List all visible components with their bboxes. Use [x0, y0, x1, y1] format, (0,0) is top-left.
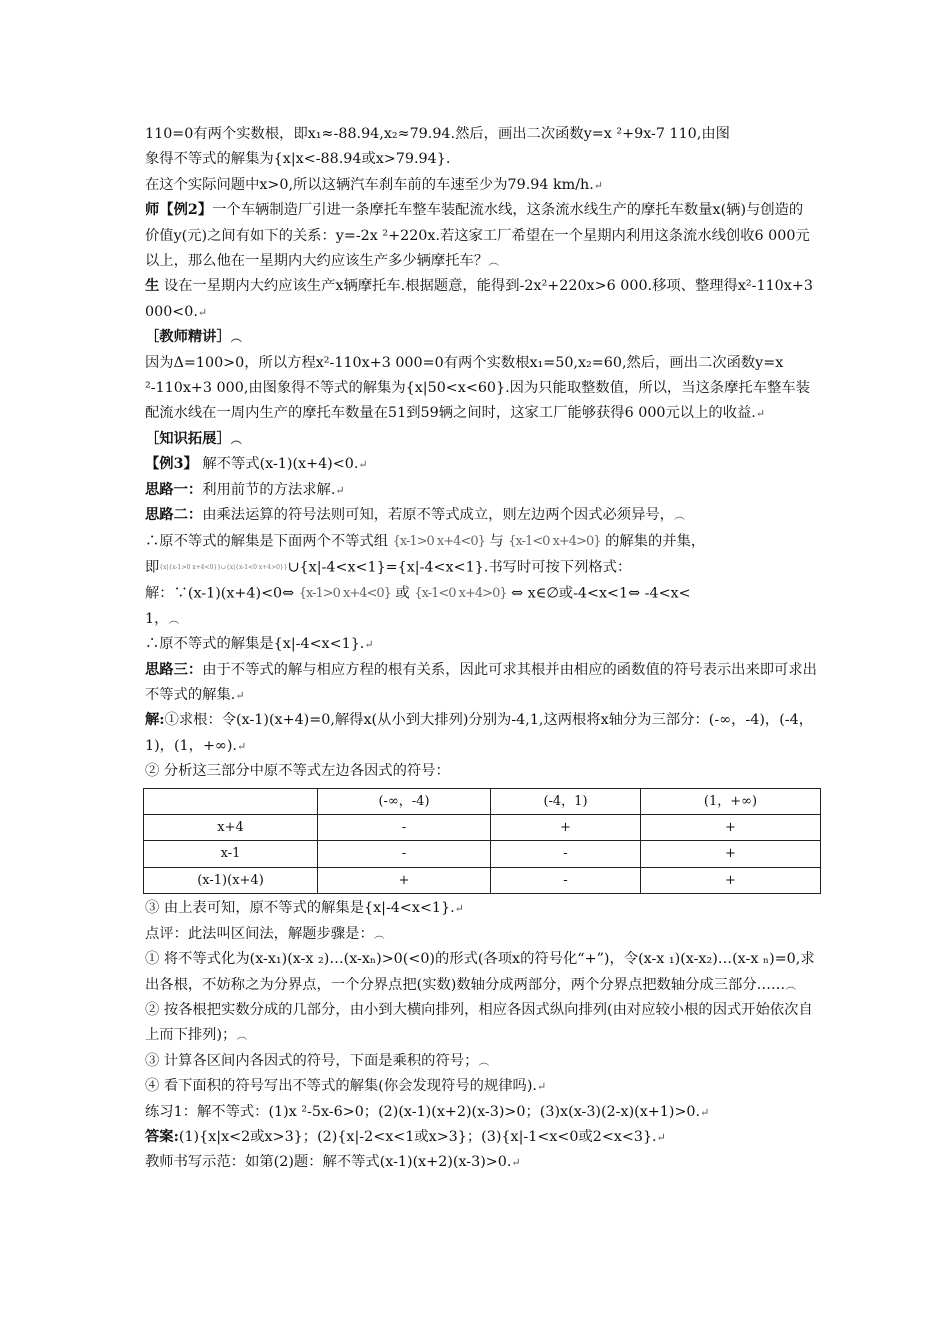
section-heading: ［教师精讲］︵ — [145, 329, 242, 346]
table-cell: + — [640, 841, 820, 867]
idea-1: 思路一：利用前节的方法求解.↵ — [145, 481, 345, 498]
text-line: 在这个实际问题中x>0,所以这辆汽车刹车前的车速至少为79.94 km/h.↵ — [145, 176, 603, 193]
table-cell: (x-1)(x+4) — [144, 867, 318, 893]
arc-mark-icon: ︵ — [168, 612, 180, 626]
table-cell: (1，+∞) — [640, 788, 820, 814]
inequality-system-glyph: {x-1<0 x+4>0} — [414, 585, 507, 601]
paragraph-mark-icon: ↵ — [236, 739, 247, 753]
student-answer: 生 设在一星期内大约应该生产x辆摩托车.根据题意，能得到-2x²+220x>6 000.移项、整理得x²-110x+3 000<0.↵ — [145, 278, 813, 320]
table-row — [144, 867, 821, 893]
inequality-system-glyph: {x-1>0 x+4<0} — [298, 585, 391, 601]
paragraph-mark-icon: ↵ — [511, 1156, 521, 1170]
table-cell: + — [318, 867, 491, 893]
arc-mark-icon: ︵ — [478, 1054, 490, 1068]
idea-2: 思路二：由乘法运算的符号法则可知，若原不等式成立，则左边两个因式必须异号，︵ — [145, 507, 685, 524]
arc-mark-icon: ︵ — [785, 978, 797, 992]
paragraph-mark-icon: ↵ — [700, 1105, 710, 1119]
paragraph-mark-icon: ↵ — [755, 407, 766, 421]
solution-1-cont: 1，︵ — [145, 610, 180, 627]
arc-mark-icon: ︵ — [673, 509, 685, 523]
inequality-system-glyph: {x-1<0 x+4>0} — [508, 533, 601, 549]
text-line: 110=0有两个实数根，即x₁≈-88.94,x₂≈79.94.然后，画出二次函数y=x ²+9x-7 110,由图 — [145, 126, 730, 142]
step-3: ③ 由上表可知，原不等式的解集是{x|-4<x<1}.↵ — [145, 900, 464, 917]
arc-mark-icon: ︵ — [373, 927, 385, 941]
sign-table — [143, 788, 821, 895]
table-cell: - — [491, 841, 641, 867]
solution-1-conclusion: ∴原不等式的解集是{x|-4<x<1}.↵ — [145, 636, 374, 653]
paragraph-mark-icon: ↵ — [364, 638, 374, 652]
arc-mark-icon: ︵ — [488, 255, 500, 269]
arc-mark-icon: ︵ — [230, 432, 242, 446]
table-cell: - — [318, 815, 491, 841]
comment-step: ④ 看下面积的符号写出不等式的解集(你会发现符号的规律吗).↵ — [145, 1078, 547, 1095]
table-cell: - — [318, 841, 491, 867]
table-cell: + — [640, 867, 820, 893]
idea-3: 思路三：由于不等式的解与相应方程的根有关系，因此可求其根并由相应的函数值的符号表示出来即可求出不等式的解集.↵ — [145, 661, 817, 704]
set-union-glyph: {x|{x-1>0 x+4<0}}∪{x|{x-1<0 x+4>0}} — [159, 563, 288, 571]
paragraph-mark-icon: ↵ — [335, 483, 345, 497]
table-row — [144, 815, 821, 841]
table-cell: x+4 — [144, 815, 318, 841]
section-heading: ［知识拓展］︵ — [145, 430, 242, 447]
teacher-explanation: 因为Δ=100>0，所以方程x²-110x+3 000=0有两个实数根x₁=50,x₂=60,然后，画出二次函数y=x ²-110x+3 000,由图象得不等式的解集为{x|50<x<60}.因为只能取整数值，所以，当这条摩托车整车装配流水线在一周内生产的摩托车数量在51到59辆之间时，这家工厂能够获得6 000元以上的收益.↵ — [145, 354, 810, 422]
paragraph-mark-icon: ↵ — [656, 1130, 666, 1144]
text-line: 象得不等式的解集为{x|x<-88.94或x>79.94}. — [145, 151, 451, 168]
table-cell: x-1 — [144, 841, 318, 867]
table-cell: + — [640, 815, 820, 841]
table-cell: (-∞，-4) — [318, 788, 491, 814]
arc-mark-icon: ︵ — [236, 1029, 248, 1043]
paragraph-mark-icon: ↵ — [536, 1080, 547, 1094]
table-row — [144, 841, 821, 867]
paragraph-mark-icon: ↵ — [454, 902, 464, 916]
comment-step: ③ 计算各区间内各因式的符号，下面是乘积的符号；︵ — [145, 1052, 490, 1069]
comment: 点评：此法叫区间法，解题步骤是：︵ — [145, 925, 385, 942]
teacher-demo: 教师书写示范：如第(2)题：解不等式(x-1)(x+2)(x-3)>0.↵ — [145, 1154, 521, 1171]
example-2: 师【例2】一个车辆制造厂引进一条摩托车整车装配流水线，这条流水线生产的摩托车数量x(辆)与创造的价值y(元)之间有如下的关系：y=-2x ²+220x.若这家工厂希望在一个星期内利用这条流水线创收6 000元以上，那么他在一星期内大约应该生产多少辆摩托车？︵ — [145, 202, 810, 270]
answer: 答案:(1){x|x<2或x>3}；(2){x|-2<x<1或x>3}；(3){x|-1<x<0或2<x<3}.↵ — [145, 1128, 666, 1145]
solution-2: 解:①求根：令(x-1)(x+4)=0,解得x(从小到大排列)分别为-4,1,这两根将x轴分为三部分：(-∞，-4)，(-4，1)，(1，+∞).↵ — [145, 712, 814, 754]
paragraph-mark-icon: ↵ — [197, 305, 208, 319]
table-cell — [144, 788, 318, 814]
inequality-system-glyph: {x-1>0 x+4<0} — [392, 533, 485, 549]
example-3: 【例3】 解不等式(x-1)(x+4)<0.↵ — [145, 456, 368, 473]
solution-1: 解：∵(x-1)(x+4)<0⇔ {x-1>0 x+4<0} 或 {x-1<0 x+4>0} ⇔ x∈∅或-4<x<1⇔ -4<x< — [145, 581, 817, 607]
table-cell: - — [491, 867, 641, 893]
paragraph-mark-icon: ↵ — [235, 689, 245, 703]
student-label: 生 — [145, 278, 160, 295]
table-header-row — [144, 788, 821, 814]
arc-mark-icon: ︵ — [230, 331, 242, 345]
practice: 练习1：解不等式：(1)x ²-5x-6>0；(2)(x-1)(x+2)(x-3)>0；(3)x(x-3)(2-x)(x+1)>0.↵ — [145, 1103, 710, 1120]
table-cell: + — [491, 815, 641, 841]
idea-2-line: ∴原不等式的解集是下面两个不等式组 {x-1>0 x+4<0} 与 {x-1<0 x+4>0} 的解集的并集， — [145, 529, 817, 555]
comment-step: ② 按各根把实数分成的几部分，由小到大横向排列，相应各因式纵向排列(由对应较小根的因式开始依次自上而下排列)；︵ — [145, 1001, 813, 1044]
paragraph-mark-icon: ↵ — [358, 458, 368, 472]
example-label: 【例3】 — [145, 456, 198, 473]
step-2: ② 分析这三部分中原不等式左边各因式的符号： — [145, 763, 450, 780]
comment-step: ① 将不等式化为(x-x₁)(x-x ₂)…(x-xₙ)>0(<0)的形式(各项x的符号化“+”)，令(x-x ₁)(x-x₂)…(x-x ₙ)=0,求出各根，不妨称之为分界点，一个分界点把(实数)数轴分成两部分，两个分界点把数轴分成三部分……︵ — [145, 951, 815, 993]
idea-2-line: 即{x|{x-1>0 x+4<0}}∪{x|{x-1<0 x+4>0}}∪{x|-4<x<1}={x|-4<x<1}.书写时可按下列格式： — [145, 559, 632, 576]
example-label: 师【例2】 — [145, 202, 213, 219]
document-body — [145, 122, 817, 1176]
paragraph-mark-icon: ↵ — [593, 178, 603, 192]
table-cell: (-4，1) — [491, 788, 641, 814]
